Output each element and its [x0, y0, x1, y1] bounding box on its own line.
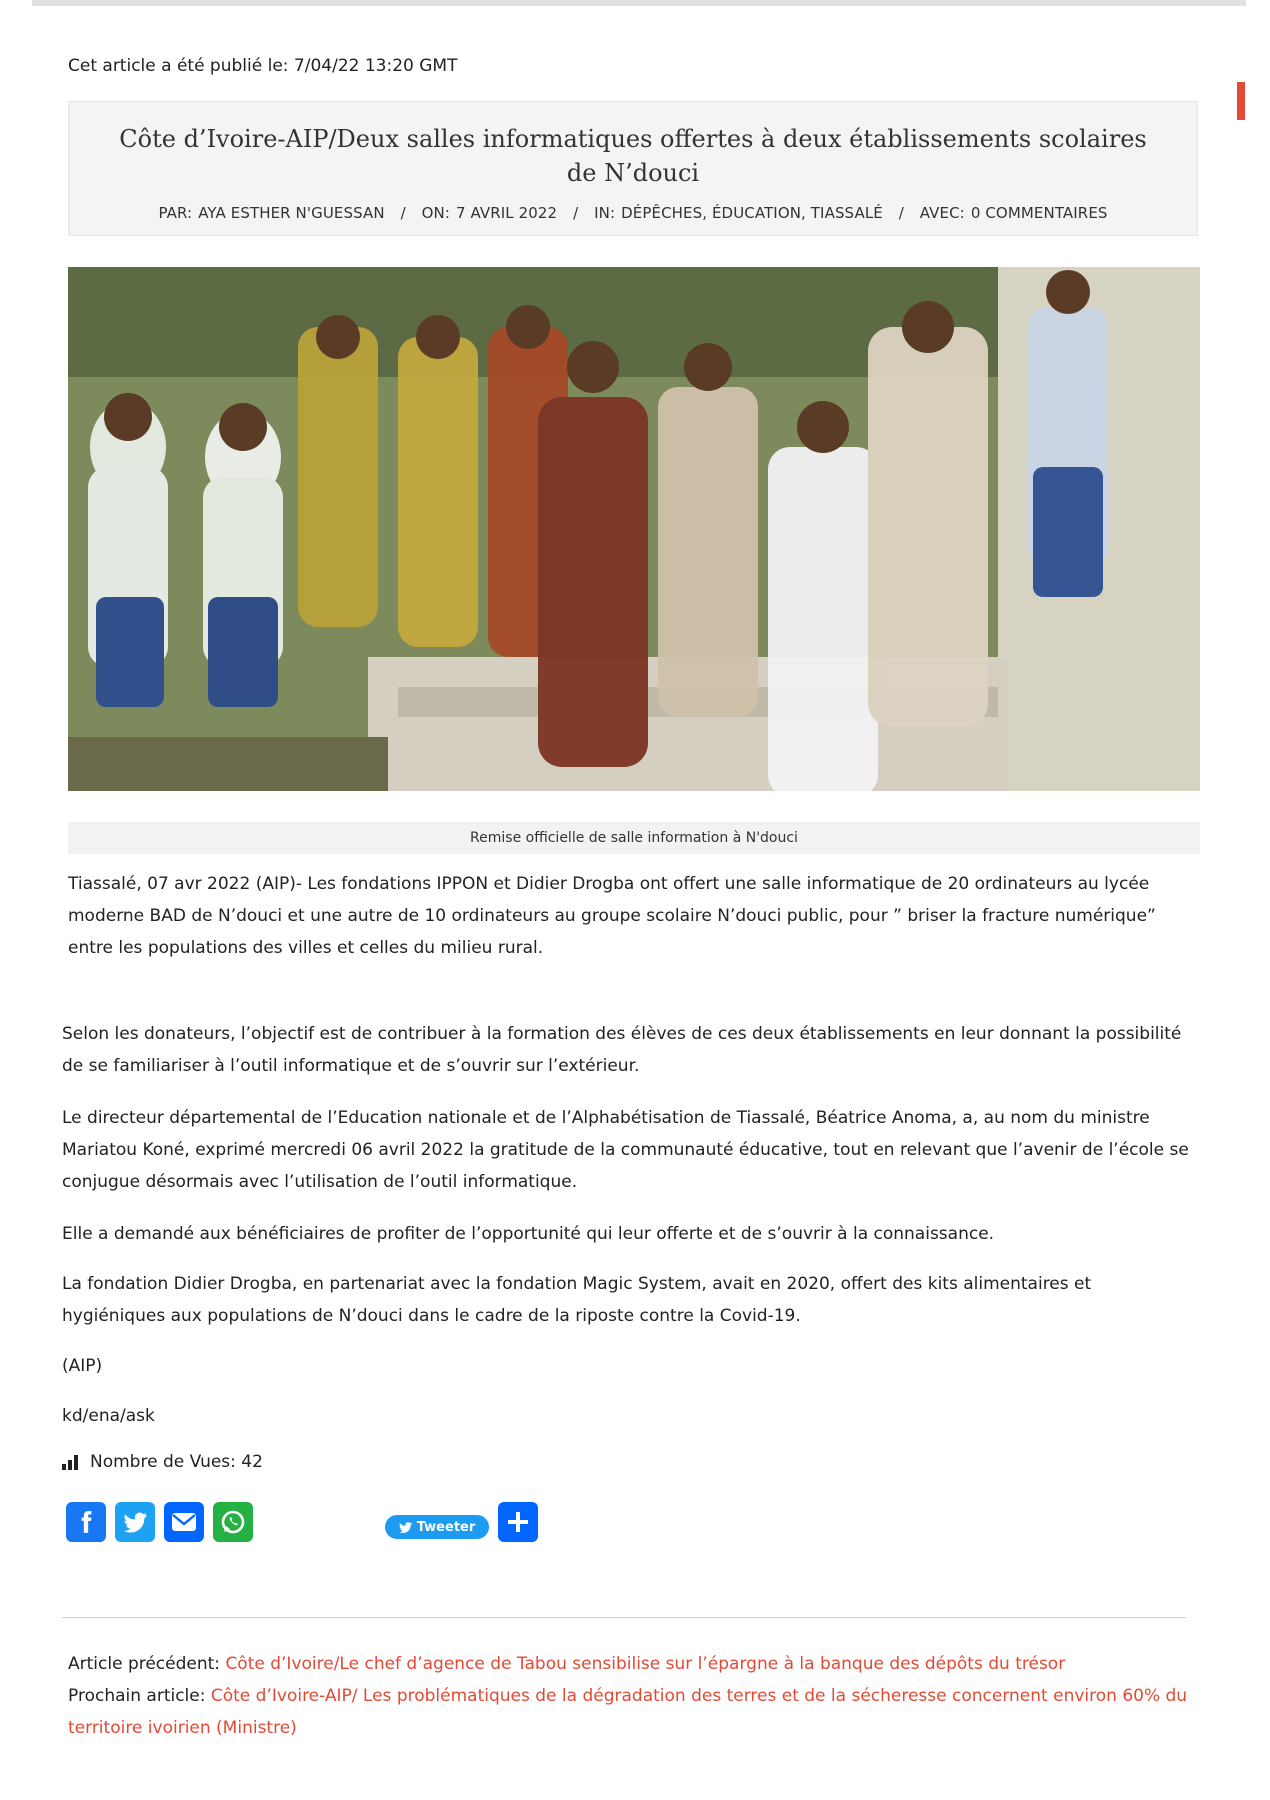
paragraph-1: Tiassalé, 07 avr 2022 (AIP)- Les fondations IPPON et Didier Drogba ont offert une salle informatique de 20 ordinateurs au lycée moderne BAD de N’douci et une autre de 10 ordinateurs au groupe scolaire N’douci public, pour ” briser la fracture numérique” entre les populations des villes et celles du milieu rural.: [68, 874, 1156, 958]
bar-chart-icon: [62, 1455, 80, 1470]
paragraph-initials: kd/ena/ask: [62, 1406, 155, 1426]
meta-in-label: IN:: [594, 204, 616, 222]
share-buttons: [66, 1502, 253, 1542]
photo-caption: Remise officielle de salle information à N'douci: [68, 822, 1200, 854]
facebook-icon[interactable]: [66, 1502, 106, 1542]
twitter-icon[interactable]: [115, 1502, 155, 1542]
plus-icon[interactable]: [498, 1502, 538, 1542]
previous-article: [68, 1648, 1198, 1680]
meta-author[interactable]: AYA ESTHER N'GUESSAN: [198, 204, 385, 222]
section-divider: [62, 1617, 1186, 1618]
meta-with-label: AVEC:: [919, 204, 965, 222]
bird-icon: [399, 1522, 412, 1533]
paragraph-5: La fondation Didier Drogba, en partenariat avec la fondation Magic System, avait en 2020, offert des kits alimentaires et hygiéniques aux populations de N’douci dans le cadre de la riposte contre la Covid-19.: [62, 1274, 1092, 1326]
published-date: 7/04/22 13:20 GMT: [293, 56, 458, 76]
scroll-indicator: [1237, 82, 1245, 120]
tweet-label: Tweeter: [416, 1519, 476, 1535]
article-photo: [68, 267, 1200, 791]
next-article-link[interactable]: Côte d’Ivoire-AIP/ Les problématiques de la dégradation des terres et de la sécheresse concernent environ 60% du territoire ivoirien (Ministre): [68, 1686, 1188, 1738]
meta-by-label: PAR:: [158, 204, 193, 222]
top-border: [32, 0, 1246, 6]
whatsapp-icon[interactable]: [213, 1502, 253, 1542]
meta-on-label: ON:: [421, 204, 450, 222]
article-meta: PAR: AYA ESTHER N'GUESSAN / ON: 7 AVRIL 2022 / IN: DÉPÊCHES, ÉDUCATION, TIASSALÉ / AVEC: 0 COMMENTAIRES: [158, 204, 1108, 222]
previous-article-label: Article précédent:: [68, 1654, 221, 1674]
paragraph-4: Elle a demandé aux bénéficiaires de profiter de l’opportunité qui leur offerte et de s’ouvrir à la connaissance.: [62, 1224, 995, 1244]
email-icon[interactable]: [164, 1502, 204, 1542]
paragraph-source: (AIP): [62, 1356, 103, 1376]
view-count-label: Nombre de Vues: 42: [90, 1452, 263, 1472]
paragraph-3: Le directeur départemental de l’Education nationale et de l’Alphabétisation de Tiassalé, Béatrice Anoma, a, au nom du ministre Mariatou Koné, exprimé mercredi 06 avril 2022 la gratitude de la communauté éducative, tout en relevant que l’avenir de l’école se conjugue désormais avec l’utilisation de l’outil informatique.: [62, 1108, 1189, 1192]
group-photo-illustration: [68, 267, 1200, 791]
next-article-label: Prochain article:: [68, 1686, 206, 1706]
article-title: Côte d’Ivoire-AIP/Deux salles informatiques offertes à deux établissements scolaires de N’douci: [119, 125, 1147, 187]
meta-categories[interactable]: DÉPÊCHES, ÉDUCATION, TIASSALÉ: [621, 204, 883, 222]
published-label: Cet article a été publié le:: [68, 56, 289, 76]
meta-date: 7 AVRIL 2022: [455, 204, 558, 222]
paragraph-2: Selon les donateurs, l’objectif est de contribuer à la formation des élèves de ces deux établissements en leur donnant la possibilité de se familiariser à l’outil informatique et de s’ouvrir sur l’extérieur.: [62, 1024, 1182, 1076]
tweet-button[interactable]: [385, 1515, 489, 1539]
view-count: [62, 1452, 263, 1472]
meta-comments[interactable]: 0 COMMENTAIRES: [970, 204, 1108, 222]
publication-date: [68, 56, 457, 76]
next-article: [68, 1680, 1198, 1744]
article-header: [68, 101, 1198, 236]
previous-article-link[interactable]: Côte d’Ivoire/Le chef d’agence de Tabou sensibilise sur l’épargne à la banque des dépôts du trésor: [225, 1654, 1066, 1674]
